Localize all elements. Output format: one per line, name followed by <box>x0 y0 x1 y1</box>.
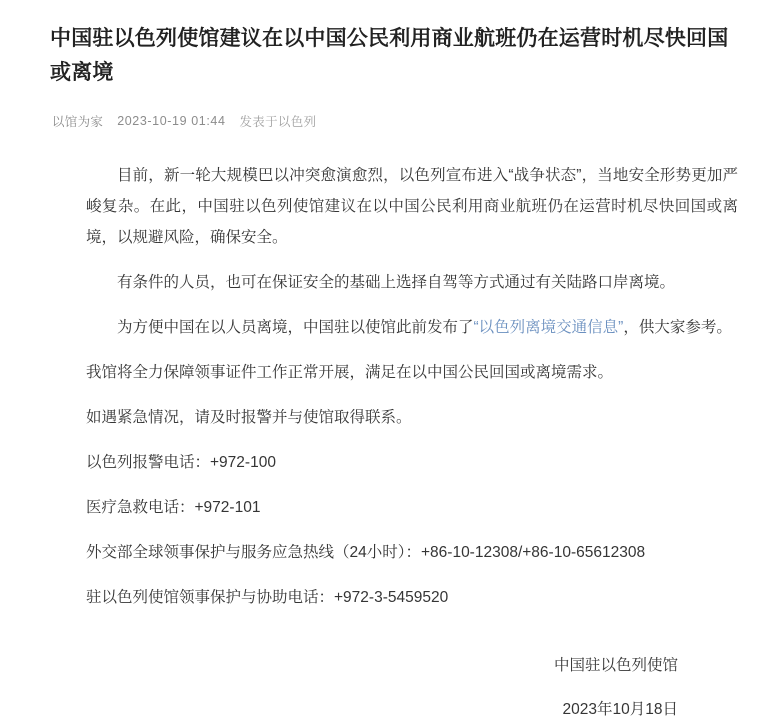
article-origin: 发表于以色列 <box>239 115 317 129</box>
departure-traffic-info-link[interactable]: “以色列离境交通信息” <box>473 319 624 336</box>
article-source: 以馆为家 <box>52 115 104 129</box>
article-body <box>86 160 738 613</box>
paragraph-emergency-police: 以色列报警电话：+972-100 <box>86 454 276 471</box>
article-signature <box>86 653 738 723</box>
article-date: 2023-10-19 01:44 <box>117 114 226 128</box>
paragraph-3-before: 为方便中国在以人员离境，中国驻以使馆此前发布了 <box>117 319 474 336</box>
paragraph-4: 我馆将全力保障领事证件工作正常开展，满足在以中国公民回国或离境需求。 <box>86 364 614 381</box>
paragraph-3-after: ，供大家参考。 <box>623 319 732 336</box>
paragraph-2: 有条件的人员，也可在保证安全的基础上选择自驾等方式通过有关陆路口岸离境。 <box>117 274 676 291</box>
page-title: 中国驻以色列使馆建议在以中国公民利用商业航班仍在运营时机尽快回国或离境 <box>50 27 729 84</box>
paragraph-mfa-hotline: 外交部全球领事保护与服务应急热线（24小时）：+86-10-12308/+86-10-65612308 <box>86 544 646 561</box>
signature-org: 中国驻以色列使馆 <box>553 657 678 674</box>
paragraph-embassy-hotline: 驻以色列使馆领事保护与协助电话：+972-3-5459520 <box>86 589 449 606</box>
article-meta <box>52 112 730 130</box>
paragraph-emergency-medical: 医疗急救电话：+972-101 <box>86 499 261 516</box>
paragraph-3-with-link <box>86 312 738 343</box>
paragraph-1: 目前，新一轮大规模巴以冲突愈演愈烈，以色列宣布进入“战争状态”，当地安全形势更加严峻复杂。在此，中国驻以色列使馆建议在以中国公民利用商业航班仍在运营时机尽快回国或离境，以规避风险，确保安全。 <box>86 167 738 246</box>
signature-date: 2023年10月18日 <box>562 701 678 718</box>
paragraph-5: 如遇紧急情况，请及时报警并与使馆取得联系。 <box>86 409 412 426</box>
